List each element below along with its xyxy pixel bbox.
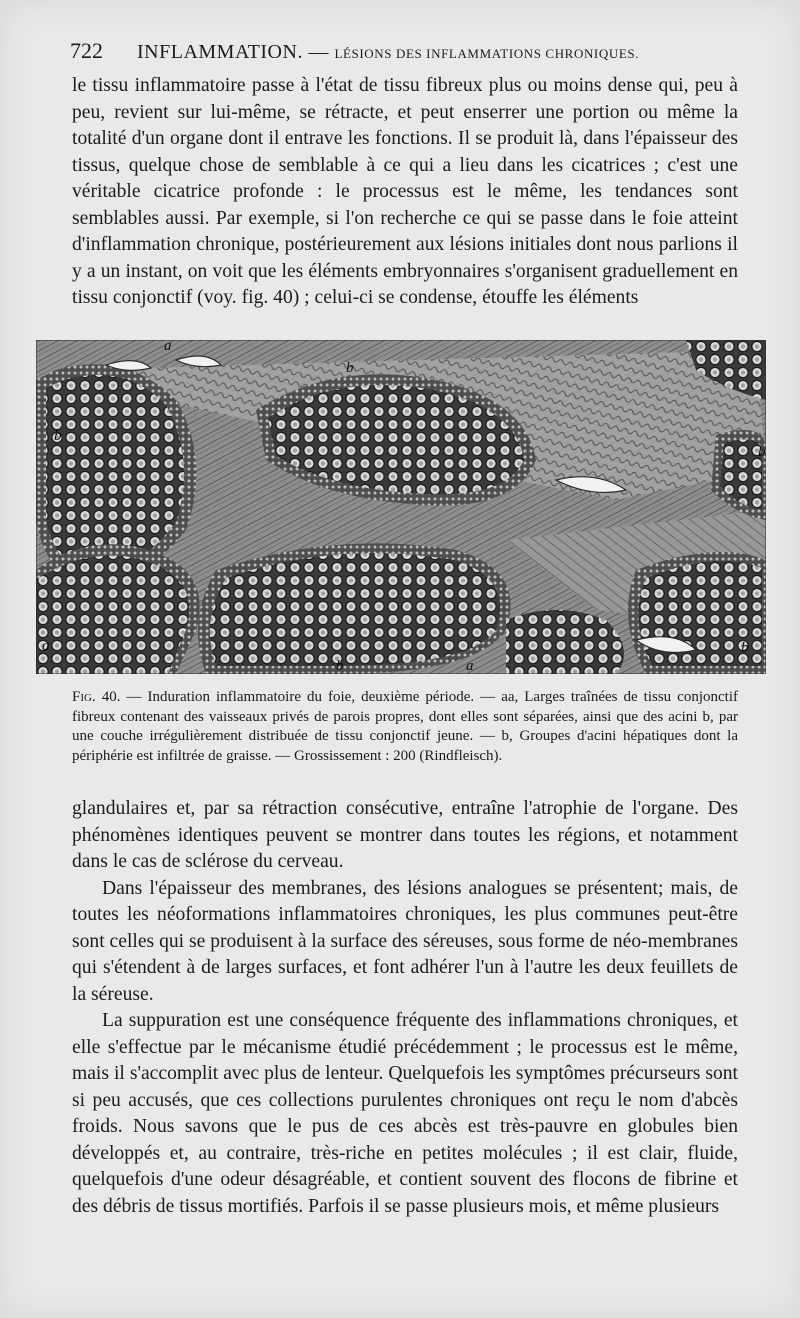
figure-letter-b: b <box>346 360 354 376</box>
acinus-bottom-left <box>36 544 200 674</box>
header-dash: — <box>308 41 329 63</box>
figure-letter-b: b <box>741 640 749 656</box>
caption-text: — Induration inflammatoire du foie, deuxième période. — aa, Larges traînées de tissu conjonctif fibreux contenant des vaisseaux privés de parois propres, dont elles sont séparées, ainsi que des acini b, par une couche irrégulièrement distribuée de tissu conjonctif jeune. — b, Groupes d'acini hépatiques dont la périphérie est infiltrée de graisse. — Grossissement : 200 (Rindfleisch). <box>72 689 739 764</box>
paragraph-continued: le tissu inflammatoire passe à l'état de tissu fibreux plus ou moins dense qui, peu à peu, revient sur lui-même, se rétracte, et peut enserrer une portion ou même la totalité d'un organe dont il entrave les fonctions. Il se produit là, dans l'épaisseur des tissus, quelque chose de semblable à ce qui a lieu dans les cicatrices ; c'est une véritable cicatrice profonde : le processus est le même, les tendances sont semblables aussi. Par exemple, si l'on recherche ce qui se passe dans le foie atteint d'inflammation chronique, postérieurement aux lésions initiales dont nous parlions il y a un instant, on voit que les éléments embryonnaires s'organisent graduellement en tissu conjonctif (voy. fig. 40) ; celui-ci se condense, étouffe les éléments <box>72 75 738 308</box>
figure-letter-b: b <box>758 444 766 460</box>
figure-caption <box>72 688 738 766</box>
figure-label: Fig. 40. <box>72 689 121 705</box>
running-title <box>137 41 639 64</box>
liver-histology-illustration <box>36 340 766 674</box>
body-paragraph-top <box>72 73 738 312</box>
figure-letter-b: b <box>54 428 62 444</box>
page-number: 722 <box>70 38 103 63</box>
figure-letter-a: a <box>466 658 474 674</box>
paragraph-1: glandulaires et, par sa rétraction consécutive, entraîne l'atrophie de l'organe. Des phénomènes identiques peuvent se montrer dans toutes les régions, et notamment dans le cas de sclérose du cerveau. <box>72 798 738 872</box>
acinus-bottom-center <box>198 543 510 674</box>
figure-letter-b: b <box>336 658 344 674</box>
chapter-title: INFLAMMATION. <box>137 41 303 63</box>
figure-letter-a: a <box>164 340 172 354</box>
running-header <box>70 38 740 72</box>
paragraph-3: La suppuration est une conséquence fréquente des inflammations chroniques, et elle s'effectue par le mécanisme étudié précédemment ; le processus est le même, mais il s'accomplit avec plus de lenteur. Quelquefois les symptômes précurseurs sont si peu accusés, que ces collections purulentes chroniques ont reçu le nom d'abcès froids. Nous savons que le pus de ces abcès est très-pauvre en globules bien développés et, au contraire, très-riche en petites molécules ; il est clair, fluide, quelquefois d'une odeur désagréable, et contient souvent des flocons de fibrine et des débris de tissus mortifiés. Parfois il se passe plusieurs mois, et même plusieurs <box>72 1010 738 1217</box>
paragraph-2: Dans l'épaisseur des membranes, des lésions analogues se présentent; mais, de toutes les néoformations inflammatoires chroniques, les plus communes peut-être sont celles qui se produisent à la surface des séreuses, sous forme de néo-membranes qui s'étendent à de larges surfaces, et font adhérer l'un à l'autre les deux feuillets de la séreuse. <box>72 877 738 1005</box>
section-subtitle: LÉSIONS DES INFLAMMATIONS CHRONIQUES. <box>334 46 640 61</box>
figure-letter-a: a <box>42 638 50 654</box>
figure-40-engraving <box>36 340 766 674</box>
body-paragraphs-bottom <box>72 796 738 1220</box>
